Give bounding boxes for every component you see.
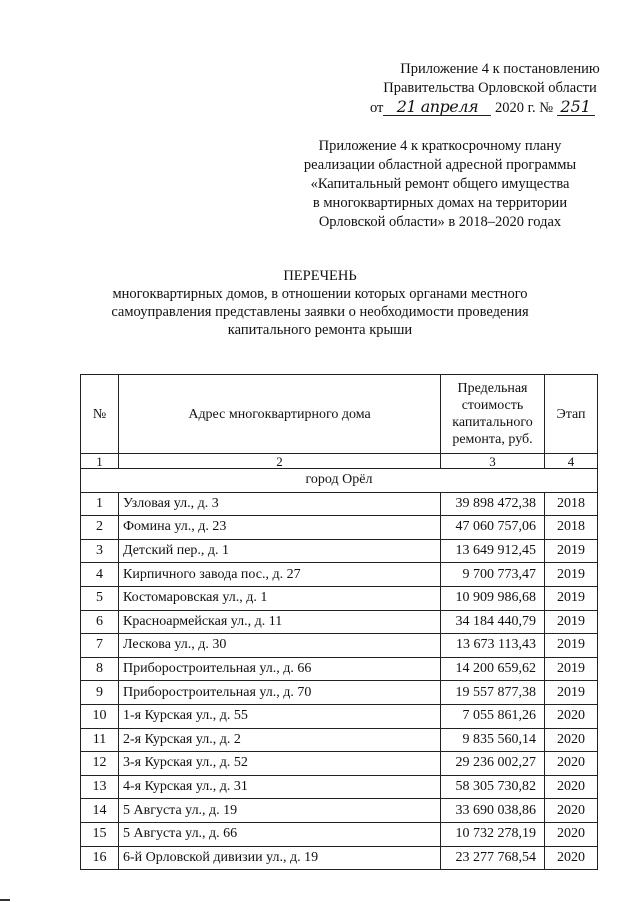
row-number: 3: [81, 539, 119, 563]
row-stage: 2020: [545, 775, 598, 799]
row-cost: 10 732 278,19: [441, 822, 545, 846]
table-row: [81, 586, 598, 610]
row-address: Лескова ул., д. 30: [119, 634, 441, 658]
row-number: 7: [81, 634, 119, 658]
row-number: 8: [81, 657, 119, 681]
plan-annex-line: в многоквартирных домах на территории: [312, 195, 568, 211]
table-row: [81, 704, 598, 728]
column-number: 2: [119, 454, 441, 469]
row-number: 1: [81, 492, 119, 516]
table-row: [81, 492, 598, 516]
header-stage: Этап: [545, 375, 598, 454]
table-row: [81, 775, 598, 799]
row-number: 14: [81, 799, 119, 823]
row-cost: 9 700 773,47: [441, 563, 545, 587]
row-cost: 47 060 757,06: [441, 516, 545, 540]
header-number: №: [81, 375, 119, 454]
row-number: 13: [81, 775, 119, 799]
table-row: [81, 681, 598, 705]
row-cost: 39 898 472,38: [441, 492, 545, 516]
row-stage: 2018: [545, 516, 598, 540]
row-stage: 2019: [545, 634, 598, 658]
plan-annex-line: «Капитальный ремонт общего имущества: [310, 176, 570, 192]
table-row: [81, 539, 598, 563]
row-address: 5 Августа ул., д. 19: [119, 799, 441, 823]
row-stage: 2020: [545, 799, 598, 823]
row-address: 5 Августа ул., д. 66: [119, 822, 441, 846]
row-cost: 29 236 002,27: [441, 752, 545, 776]
plan-annex-block: [280, 137, 600, 232]
table-row: [81, 822, 598, 846]
row-address: 2-я Курская ул., д. 2: [119, 728, 441, 752]
row-number: 4: [81, 563, 119, 587]
handwritten-date: 21 апреля: [383, 98, 491, 116]
row-cost: 19 557 877,38: [441, 681, 545, 705]
row-stage: 2019: [545, 681, 598, 705]
plan-annex-line: реализации областной адресной программы: [303, 157, 577, 173]
column-numbers-row: [81, 454, 598, 469]
row-stage: 2020: [545, 752, 598, 776]
table-row: [81, 728, 598, 752]
row-number: 10: [81, 704, 119, 728]
row-address: Кирпичного завода пос., д. 27: [119, 563, 441, 587]
row-cost: 34 184 440,79: [441, 610, 545, 634]
row-number: 15: [81, 822, 119, 846]
plan-annex-line: Орловской области» в 2018–2020 годах: [318, 214, 562, 230]
row-address: Красноармейская ул., д. 11: [119, 610, 441, 634]
row-stage: 2020: [545, 728, 598, 752]
row-address: Детский пер., д. 1: [119, 539, 441, 563]
table-row: [81, 516, 598, 540]
row-stage: 2019: [545, 586, 598, 610]
table-row: [81, 799, 598, 823]
row-stage: 2019: [545, 563, 598, 587]
handwritten-number: 251: [557, 98, 595, 116]
row-address: 4-я Курская ул., д. 31: [119, 775, 441, 799]
header-address: Адрес многоквартирного дома: [119, 375, 441, 454]
row-number: 12: [81, 752, 119, 776]
title-subtitle-line: самоуправления представлены заявки о необходимости проведения: [111, 304, 529, 320]
table-row: [81, 752, 598, 776]
title-subtitle-line: капитального ремонта крыши: [227, 322, 413, 338]
row-stage: 2019: [545, 610, 598, 634]
row-address: Приборостроительная ул., д. 66: [119, 657, 441, 681]
column-number: 1: [81, 454, 119, 469]
row-address: 1-я Курская ул., д. 55: [119, 704, 441, 728]
row-address: Костомаровская ул., д. 1: [119, 586, 441, 610]
decree-annex-block: [334, 60, 634, 118]
decree-year-label: 2020 г. №: [495, 100, 554, 116]
city-name: город Орёл: [81, 469, 598, 493]
table-row: [81, 634, 598, 658]
row-address: Фомина ул., д. 23: [119, 516, 441, 540]
row-stage: 2019: [545, 539, 598, 563]
row-cost: 10 909 986,68: [441, 586, 545, 610]
scan-edge-mark: [0, 899, 10, 901]
table-row: [81, 563, 598, 587]
row-cost: 14 200 659,62: [441, 657, 545, 681]
row-number: 16: [81, 846, 119, 870]
row-cost: 23 277 768,54: [441, 846, 545, 870]
row-cost: 7 055 861,26: [441, 704, 545, 728]
table-header-row: [81, 375, 598, 454]
decree-date-line: [334, 98, 634, 118]
row-address: 3-я Курская ул., д. 52: [119, 752, 441, 776]
from-label: от: [370, 100, 384, 116]
table-body: [81, 469, 598, 870]
row-cost: 58 305 730,82: [441, 775, 545, 799]
table-row: [81, 657, 598, 681]
header-cost: Предельная стоимость капитального ремонта, руб.: [441, 375, 545, 454]
row-stage: 2018: [545, 492, 598, 516]
row-number: 6: [81, 610, 119, 634]
row-number: 2: [81, 516, 119, 540]
row-number: 5: [81, 586, 119, 610]
title-heading: ПЕРЕЧЕНЬ: [283, 268, 357, 284]
row-stage: 2019: [545, 657, 598, 681]
row-number: 11: [81, 728, 119, 752]
row-stage: 2020: [545, 704, 598, 728]
row-cost: 13 649 912,45: [441, 539, 545, 563]
row-number: 9: [81, 681, 119, 705]
document-title: [60, 267, 580, 339]
row-cost: 13 673 113,43: [441, 634, 545, 658]
row-stage: 2020: [545, 822, 598, 846]
column-number: 3: [441, 454, 545, 469]
row-address: 6-й Орловской дивизии ул., д. 19: [119, 846, 441, 870]
decree-annex-line-1: Приложение 4 к постановлению: [400, 61, 600, 77]
buildings-table: [80, 374, 598, 870]
title-subtitle-line: многоквартирных домов, в отношении которых органами местного: [112, 286, 528, 302]
row-address: Приборостроительная ул., д. 70: [119, 681, 441, 705]
decree-annex-line-2: Правительства Орловской области: [383, 80, 597, 96]
row-address: Узловая ул., д. 3: [119, 492, 441, 516]
row-cost: 9 835 560,14: [441, 728, 545, 752]
row-stage: 2020: [545, 846, 598, 870]
plan-annex-line: Приложение 4 к краткосрочному плану: [318, 138, 562, 154]
table-row: [81, 610, 598, 634]
table-row: [81, 846, 598, 870]
city-row: [81, 469, 598, 493]
column-number: 4: [545, 454, 598, 469]
row-cost: 33 690 038,86: [441, 799, 545, 823]
